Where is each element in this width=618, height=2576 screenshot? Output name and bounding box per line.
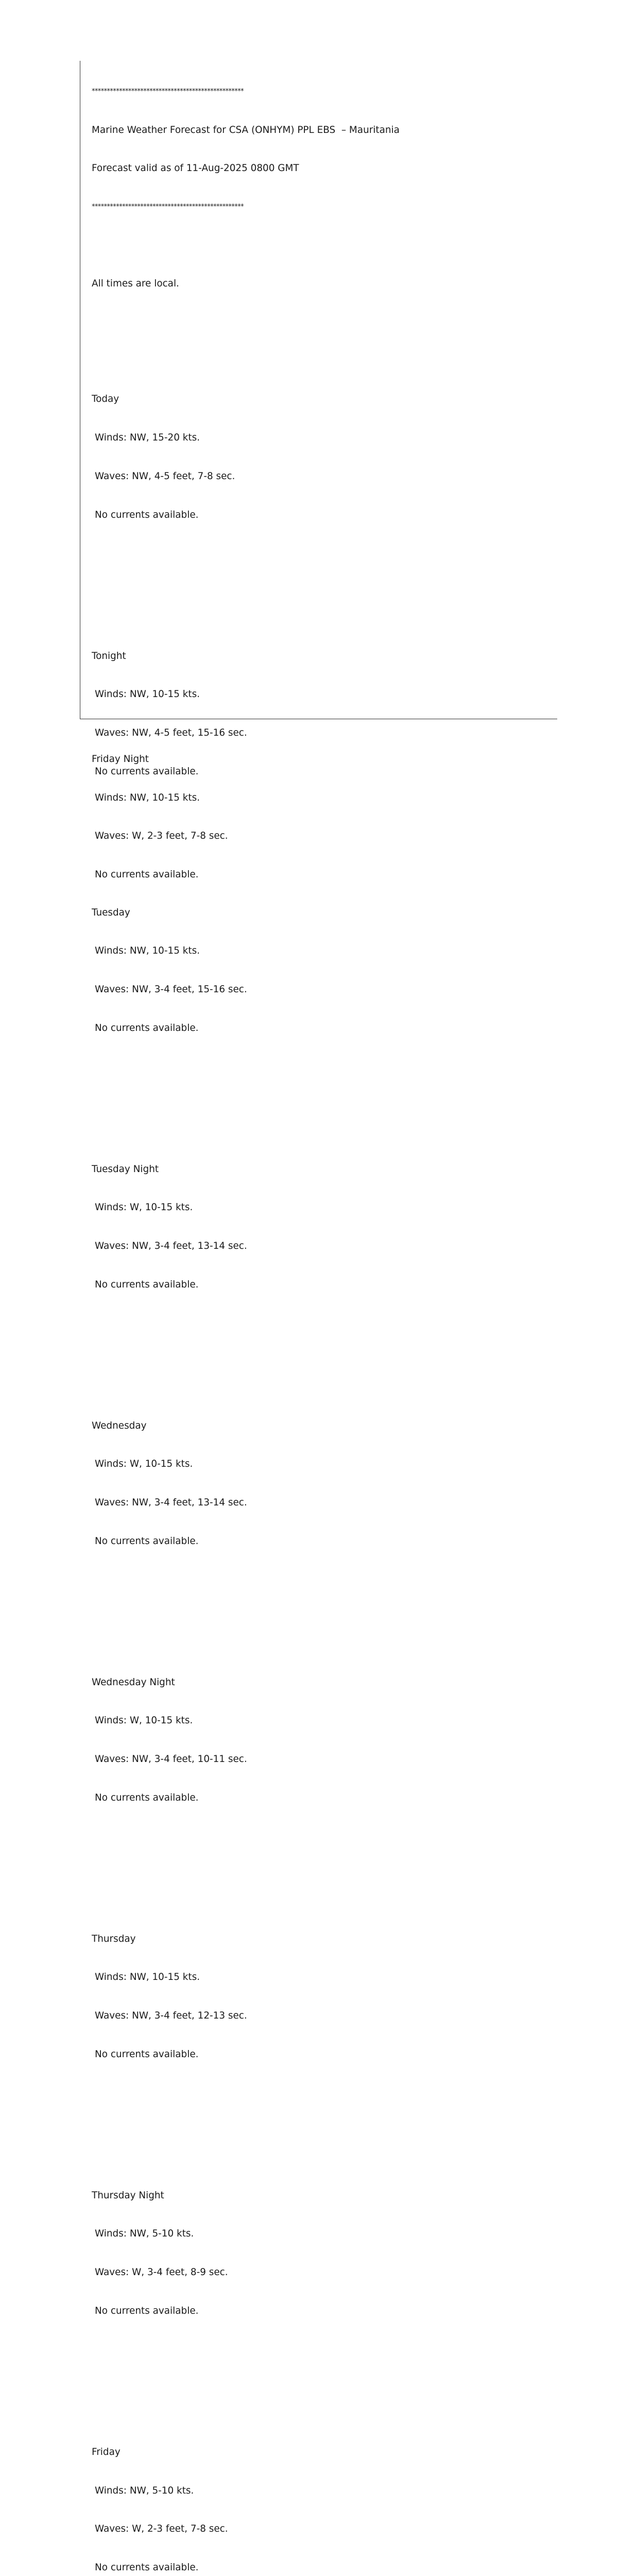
forecast-valid-time: Forecast valid as of 11-Aug-2025 0800 GMT	[92, 163, 299, 174]
period-friday-night	[92, 727, 228, 894]
winds-text: Winds: NW, 10-15 kts.	[95, 792, 200, 803]
currents-text: No currents available.	[95, 1792, 199, 1803]
period-name: Tuesday	[92, 907, 130, 918]
winds-text: Winds: NW, 10-15 kts.	[95, 945, 200, 957]
header-stars-top: **************************************************	[92, 87, 244, 95]
forecast-title: Marine Weather Forecast for CSA (ONHYM) PPL EBS – Mauritania	[92, 124, 400, 135]
forecast-document	[92, 60, 545, 2576]
period-friday	[92, 2420, 545, 2576]
currents-text: No currents available.	[95, 1535, 199, 1547]
period-thursday-night	[92, 2164, 545, 2382]
currents-text: No currents available.	[95, 2562, 199, 2573]
waves-text: Waves: NW, 4-5 feet, 7-8 sec.	[95, 470, 235, 482]
winds-text: Winds: NW, 5-10 kts.	[95, 2485, 194, 2496]
waves-text: Waves: NW, 3-4 feet, 15-16 sec.	[95, 984, 247, 995]
winds-text: Winds: NW, 10-15 kts.	[95, 689, 200, 700]
period-name: Wednesday Night	[92, 1676, 175, 1688]
spacer	[92, 2344, 545, 2357]
currents-text: No currents available.	[95, 2048, 199, 2060]
winds-text: Winds: NW, 10-15 kts.	[95, 1972, 200, 1983]
period-today	[92, 368, 545, 586]
period-name: Friday Night	[92, 753, 149, 765]
period-name: Wednesday	[92, 1420, 147, 1431]
currents-text: No currents available.	[95, 2305, 199, 2316]
spacer	[92, 1060, 545, 1073]
waves-text: Waves: W, 2-3 feet, 7-8 sec.	[95, 2523, 228, 2535]
spacer	[92, 240, 545, 252]
waves-text: Waves: W, 2-3 feet, 7-8 sec.	[95, 831, 228, 842]
waves-text: Waves: NW, 3-4 feet, 12-13 sec.	[95, 2010, 247, 2022]
period-tuesday	[92, 881, 545, 1099]
waves-text: Waves: W, 3-4 feet, 8-9 sec.	[95, 2267, 228, 2278]
period-name: Thursday Night	[92, 2190, 164, 2201]
winds-text: Winds: W, 10-15 kts.	[95, 1202, 193, 1213]
period-name: Today	[92, 394, 119, 405]
spacer	[92, 1317, 545, 1330]
period-tuesday-night	[92, 1138, 545, 1355]
winds-text: Winds: NW, 5-10 kts.	[95, 2228, 194, 2240]
waves-text: Waves: NW, 3-4 feet, 13-14 sec.	[95, 1241, 247, 1251]
currents-text: No currents available.	[95, 869, 199, 880]
period-wednesday	[92, 1394, 545, 1612]
period-name: Friday	[92, 2446, 121, 2458]
period-name: Tonight	[92, 650, 126, 662]
currents-text: No currents available.	[95, 509, 199, 520]
waves-text: Waves: NW, 3-4 feet, 13-14 sec.	[95, 1497, 247, 1509]
spacer	[92, 1573, 545, 1586]
currents-text: No currents available.	[95, 1022, 199, 1033]
winds-text: Winds: W, 10-15 kts.	[95, 1715, 193, 1726]
currents-text: No currents available.	[95, 1279, 199, 1290]
winds-text: Winds: W, 10-15 kts.	[95, 1459, 193, 1470]
period-name: Tuesday Night	[92, 1163, 159, 1175]
header-stars-bottom: **************************************************	[92, 202, 244, 211]
period-thursday	[92, 1907, 545, 2125]
spacer	[92, 547, 545, 560]
times-note: All times are local.	[92, 278, 179, 290]
waves-text: Waves: NW, 4-5 feet, 15-16 sec.	[95, 727, 247, 738]
spacer	[92, 316, 545, 329]
spacer	[92, 2087, 545, 2100]
currents-text: No currents available.	[95, 766, 199, 777]
spacer	[92, 1831, 545, 1843]
period-wednesday-night	[92, 1651, 545, 1869]
period-name: Thursday	[92, 1933, 136, 1944]
winds-text: Winds: NW, 15-20 kts.	[95, 432, 200, 444]
waves-text: Waves: NW, 3-4 feet, 10-11 sec.	[95, 1754, 247, 1765]
